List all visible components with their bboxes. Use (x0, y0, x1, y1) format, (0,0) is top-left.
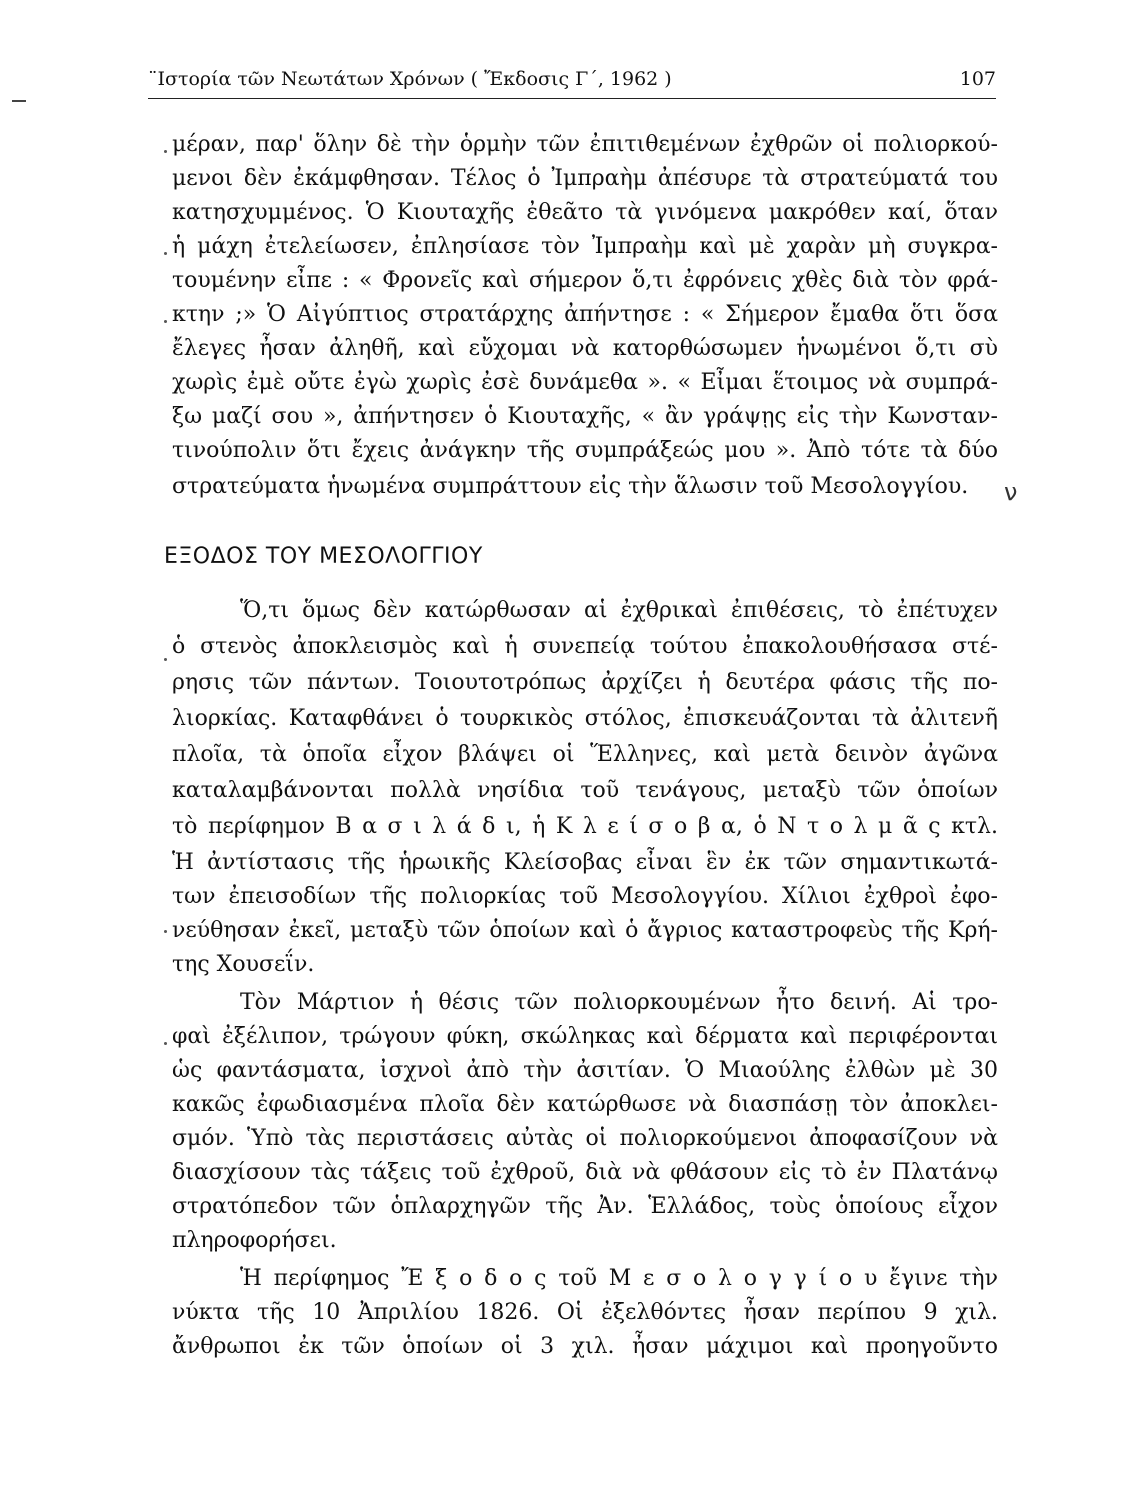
scan-speck (164, 150, 167, 153)
text-line: κακῶς ἐφωδιασμένα πλοῖα δὲν κατώρθωσε νὰ διασπάσῃ τὸν ἀποκλει- (172, 1092, 998, 1117)
scan-speck (164, 252, 167, 255)
text-line: Ὅ,τι ὅμως δὲν κατώρθωσαν αἱ ἐχθρικαὶ ἐπιθέσεις, τὸ ἐπέτυχεν (240, 598, 998, 623)
text-line: χωρὶς ἐμὲ οὔτε ἐγὼ χωρὶς ἐσὲ δυνάμεθα ». « Εἶμαι ἕτοιμος νὰ συμπρά- (172, 370, 998, 395)
text-line: πλοῖα, τὰ ὁποῖα εἶχον βλάψει οἱ Ἕλληνες, καὶ μετὰ δεινὸν ἀγῶνα (172, 742, 998, 767)
text-line: κατησχυμμένος. Ὁ Κιουταχῆς ἐθεᾶτο τὰ γινόμενα μακρόθεν καί, ὅταν (172, 200, 998, 225)
text-line: ἡ μάχη ἐτελείωσεν, ἐπλησίασε τὸν Ἰμπραὴμ καὶ μὲ χαρὰν μὴ συγκρα- (172, 234, 998, 259)
text-line: τουμένην εἶπε : « Φρονεῖς καὶ σήμερον ὅ,τι ἐφρόνεις χθὲς διὰ τὸν φρά- (172, 268, 998, 293)
text-line: σμόν. Ὑπὸ τὰς περιστάσεις αὐτὰς οἱ πολιορκούμενοι ἀποφασίζουν νὰ (172, 1126, 998, 1151)
section-heading: ΕΞΟΔΟΣ ΤΟΥ ΜΕΣΟΛΟΓΓΙΟΥ (164, 544, 483, 569)
text-line: στρατόπεδον τῶν ὁπλαρχηγῶν τῆς Ἀν. Ἑλλάδος, τοὺς ὁποίους εἶχον (172, 1194, 998, 1219)
text-line: διασχίσουν τὰς τάξεις τοῦ ἐχθροῦ, διὰ νὰ φθάσουν εἰς τὸ ἐν Πλατάνῳ (172, 1160, 998, 1185)
text-line: φαὶ ἐξέλιπον, τρώγουν φύκη, σκώληκας καὶ δέρματα καὶ περιφέρονται (172, 1024, 998, 1049)
text-line: τὸ περίφημον Β α σ ι λ ά δ ι, ἡ Κ λ ε ί σ ο β α, ὁ Ν τ ο λ μ ᾶ ς κτλ. (172, 814, 998, 839)
text-line: Ἡ ἀντίστασις τῆς ἡρωικῆς Κλείσοβας εἶναι ἓν ἐκ τῶν σημαντικωτά- (172, 850, 998, 875)
text-line: πληροφορήσει. (172, 1228, 337, 1253)
text-line: νύκτα τῆς 10 Ἀπριλίου 1826. Οἱ ἐξελθόντες ἦσαν περίπου 9 χιλ. (172, 1300, 998, 1325)
text-line: ξω μαζί σου », ἀπήντησεν ὁ Κιουταχῆς, « ἂν γράψῃς εἰς τὴν Κωνσταν- (172, 404, 998, 429)
page-header (148, 68, 996, 99)
text-line: της Χουσεΐν. (172, 952, 315, 977)
text-line: στρατεύματα ἡνωμένα συμπράττουν εἰς τὴν ἅλωσιν τοῦ Μεσολογγίου. (172, 474, 969, 499)
margin-mark (12, 100, 26, 102)
scan-speck (164, 658, 167, 661)
text-line: των ἐπεισοδίων τῆς πολιορκίας τοῦ Μεσολογγίου. Χίλιοι ἐχθροὶ ἐφο- (172, 884, 998, 909)
scan-speck (164, 930, 167, 933)
text-line: νεύθησαν ἐκεῖ, μεταξὺ τῶν ὁποίων καὶ ὁ ἄγριος καταστροφεὺς τῆς Κρή- (172, 918, 998, 943)
handwritten-check-mark: ν (1004, 478, 1018, 506)
text-line: λιορκίας. Καταφθάνει ὁ τουρκικὸς στόλος, ἐπισκευάζονται τὰ ἀλιτενῆ (172, 706, 998, 731)
text-line: τινούπολιν ὅτι ἔχεις ἀνάγκην τῆς συμπράξεώς μου ». Ἀπὸ τότε τὰ δύο (172, 438, 998, 463)
text-line: ἄνθρωποι ἐκ τῶν ὁποίων οἱ 3 χιλ. ἦσαν μάχιμοι καὶ προηγοῦντο (172, 1334, 998, 1359)
text-line: μενοι δὲν ἐκάμφθησαν. Τέλος ὁ Ἰμπραὴμ ἀπέσυρε τὰ στρατεύματά του (172, 166, 998, 191)
scan-speck (164, 320, 167, 323)
running-title: ¨Ιστορία τῶν Νεωτάτων Χρόνων ( Ἔκδοσις Γ΄, 1962 ) (148, 68, 672, 90)
text-line: Ἡ περίφημος Ἔ ξ ο δ ο ς τοῦ Μ ε σ ο λ ο γ γ ί ο υ ἔγινε τὴν (240, 1266, 998, 1291)
text-line: ἔλεγες ἦσαν ἀληθῆ, καὶ εὔχομαι νὰ κατορθώσωμεν ἡνωμένοι ὅ,τι σὺ (172, 336, 998, 361)
text-line: Τὸν Μάρτιον ἡ θέσις τῶν πολιορκουμένων ἦτο δεινή. Αἱ τρο- (240, 990, 998, 1015)
text-line: ρησις τῶν πάντων. Τοιουτοτρόπως ἀρχίζει ἡ δευτέρα φάσις τῆς πο- (172, 670, 998, 695)
text-line: ὁ στενὸς ἀποκλεισμὸς καὶ ἡ συνεπείᾳ τούτου ἐπακολουθήσασα στέ- (172, 634, 998, 659)
text-line: κτην ;» Ὁ Αἰγύπτιος στρατάρχης ἀπήντησε : « Σήμερον ἔμαθα ὅτι ὅσα (172, 302, 998, 327)
text-line: ὡς φαντάσματα, ἰσχνοὶ ἀπὸ τὴν ἀσιτίαν. Ὁ Μιαούλης ἐλθὼν μὲ 30 (172, 1058, 998, 1083)
text-line: μέραν, παρ' ὅλην δὲ τὴν ὁρμὴν τῶν ἐπιτιθεμένων ἐχθρῶν οἱ πολιορκού- (172, 132, 998, 157)
scan-speck (164, 1042, 167, 1045)
page-number: 107 (959, 68, 996, 90)
text-line: καταλαμβάνονται πολλὰ νησίδια τοῦ τενάγους, μεταξὺ τῶν ὁποίων (172, 778, 998, 803)
